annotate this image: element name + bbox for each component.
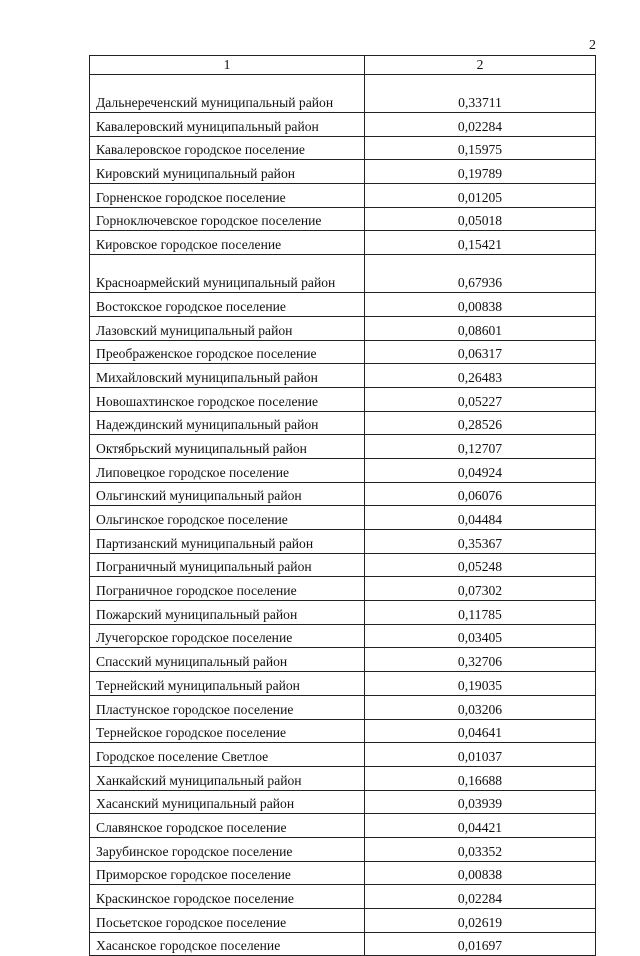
table-row <box>90 577 596 601</box>
table-row <box>90 136 596 160</box>
table-row <box>90 695 596 719</box>
table-row <box>90 340 596 364</box>
row-value-cell: 0,08601 <box>365 316 596 340</box>
column-header-2: 2 <box>365 56 596 75</box>
table-row <box>90 506 596 530</box>
table-row <box>90 553 596 577</box>
table-body <box>90 75 596 956</box>
table-row <box>90 435 596 459</box>
table-row <box>90 75 596 113</box>
table-row <box>90 293 596 317</box>
row-name-cell: Партизанский муниципальный район <box>90 530 365 554</box>
table-row <box>90 601 596 625</box>
table-row <box>90 387 596 411</box>
row-name-cell: Ханкайский муниципальный район <box>90 766 365 790</box>
table-row <box>90 184 596 208</box>
table-row <box>90 861 596 885</box>
row-value-cell: 0,04641 <box>365 719 596 743</box>
row-value-cell: 0,04484 <box>365 506 596 530</box>
row-name-cell: Лучегорское городское поселение <box>90 624 365 648</box>
table-row <box>90 316 596 340</box>
row-name-cell: Преображенское городское поселение <box>90 340 365 364</box>
table-row <box>90 932 596 956</box>
table-row <box>90 719 596 743</box>
row-value-cell: 0,04924 <box>365 458 596 482</box>
row-name-cell: Михайловский муниципальный район <box>90 364 365 388</box>
row-name-cell: Кировское городское поселение <box>90 231 365 255</box>
row-name-cell: Кавалеровское городское поселение <box>90 136 365 160</box>
table-row <box>90 160 596 184</box>
row-name-cell: Горненское городское поселение <box>90 184 365 208</box>
table-row <box>90 814 596 838</box>
row-name-cell: Краскинское городское поселение <box>90 885 365 909</box>
table-row <box>90 837 596 861</box>
row-name-cell: Пограничное городское поселение <box>90 577 365 601</box>
table-row <box>90 255 596 293</box>
row-value-cell: 0,01697 <box>365 932 596 956</box>
row-value-cell: 0,16688 <box>365 766 596 790</box>
row-name-cell: Горноключевское городское поселение <box>90 207 365 231</box>
row-value-cell: 0,00838 <box>365 293 596 317</box>
row-name-cell: Спасский муниципальный район <box>90 648 365 672</box>
table-row <box>90 458 596 482</box>
row-value-cell: 0,33711 <box>365 75 596 113</box>
table-row <box>90 411 596 435</box>
table-row <box>90 743 596 767</box>
table-row <box>90 530 596 554</box>
table-row <box>90 672 596 696</box>
row-name-cell: Посьетское городское поселение <box>90 909 365 933</box>
row-value-cell: 0,35367 <box>365 530 596 554</box>
table-row <box>90 207 596 231</box>
table-row <box>90 648 596 672</box>
row-name-cell: Славянское городское поселение <box>90 814 365 838</box>
row-value-cell: 0,03352 <box>365 837 596 861</box>
row-name-cell: Новошахтинское городское поселение <box>90 387 365 411</box>
row-name-cell: Тернейский муниципальный район <box>90 672 365 696</box>
table-header <box>90 56 596 75</box>
row-name-cell: Тернейское городское поселение <box>90 719 365 743</box>
column-header-1: 1 <box>90 56 365 75</box>
row-name-cell: Ольгинский муниципальный район <box>90 482 365 506</box>
table-row <box>90 790 596 814</box>
row-name-cell: Пластунское городское поселение <box>90 695 365 719</box>
data-table <box>89 55 596 956</box>
row-value-cell: 0,06076 <box>365 482 596 506</box>
row-name-cell: Пожарский муниципальный район <box>90 601 365 625</box>
row-name-cell: Зарубинское городское поселение <box>90 837 365 861</box>
row-value-cell: 0,26483 <box>365 364 596 388</box>
row-value-cell: 0,11785 <box>365 601 596 625</box>
row-value-cell: 0,05248 <box>365 553 596 577</box>
row-name-cell: Востокское городское поселение <box>90 293 365 317</box>
row-value-cell: 0,03939 <box>365 790 596 814</box>
header-row <box>90 56 596 75</box>
row-name-cell: Надеждинский муниципальный район <box>90 411 365 435</box>
row-name-cell: Хасанский муниципальный район <box>90 790 365 814</box>
row-value-cell: 0,05227 <box>365 387 596 411</box>
row-name-cell: Пограничный муниципальный район <box>90 553 365 577</box>
table-row <box>90 482 596 506</box>
table-row <box>90 113 596 137</box>
row-value-cell: 0,02284 <box>365 113 596 137</box>
row-value-cell: 0,04421 <box>365 814 596 838</box>
row-name-cell: Дальнереченский муниципальный район <box>90 75 365 113</box>
table-row <box>90 766 596 790</box>
row-value-cell: 0,15421 <box>365 231 596 255</box>
row-value-cell: 0,32706 <box>365 648 596 672</box>
row-name-cell: Кавалеровский муниципальный район <box>90 113 365 137</box>
row-value-cell: 0,28526 <box>365 411 596 435</box>
row-value-cell: 0,05018 <box>365 207 596 231</box>
row-name-cell: Городское поселение Светлое <box>90 743 365 767</box>
row-name-cell: Приморское городское поселение <box>90 861 365 885</box>
table-row <box>90 231 596 255</box>
row-name-cell: Лазовский муниципальный район <box>90 316 365 340</box>
row-value-cell: 0,00838 <box>365 861 596 885</box>
row-value-cell: 0,06317 <box>365 340 596 364</box>
row-name-cell: Ольгинское городское поселение <box>90 506 365 530</box>
row-name-cell: Октябрьский муниципальный район <box>90 435 365 459</box>
row-value-cell: 0,03405 <box>365 624 596 648</box>
row-value-cell: 0,19035 <box>365 672 596 696</box>
row-value-cell: 0,67936 <box>365 255 596 293</box>
row-value-cell: 0,01037 <box>365 743 596 767</box>
row-name-cell: Хасанское городское поселение <box>90 932 365 956</box>
row-value-cell: 0,02284 <box>365 885 596 909</box>
row-name-cell: Кировский муниципальный район <box>90 160 365 184</box>
row-name-cell: Красноармейский муниципальный район <box>90 255 365 293</box>
row-value-cell: 0,01205 <box>365 184 596 208</box>
row-value-cell: 0,02619 <box>365 909 596 933</box>
table-row <box>90 624 596 648</box>
row-value-cell: 0,19789 <box>365 160 596 184</box>
table-row <box>90 909 596 933</box>
page-number: 2 <box>589 38 596 53</box>
row-value-cell: 0,12707 <box>365 435 596 459</box>
row-value-cell: 0,03206 <box>365 695 596 719</box>
row-value-cell: 0,07302 <box>365 577 596 601</box>
row-value-cell: 0,15975 <box>365 136 596 160</box>
table-row <box>90 364 596 388</box>
row-name-cell: Липовецкое городское поселение <box>90 458 365 482</box>
